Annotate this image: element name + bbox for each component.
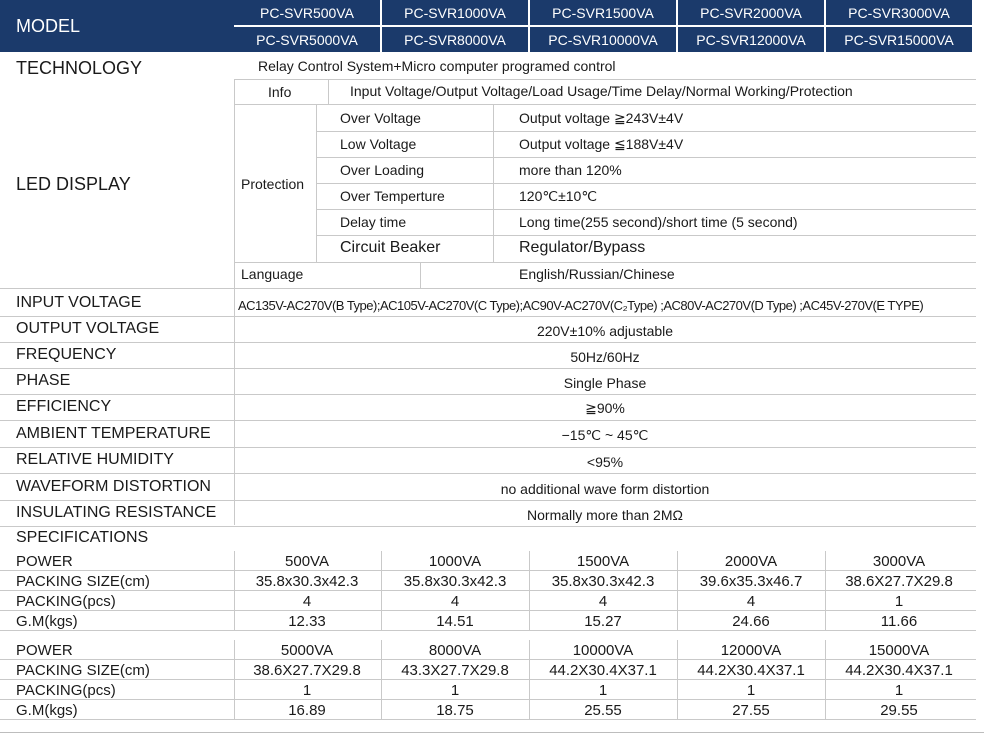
spec-row-label: POWER	[16, 552, 73, 570]
divider	[381, 551, 382, 631]
divider	[825, 551, 826, 631]
specifications-label: SPECIFICATIONS	[16, 529, 149, 546]
spec-row-label: G.M(kgs)	[16, 701, 78, 719]
spec-cell: 15.27	[584, 612, 622, 630]
spec-cell: 4	[450, 592, 460, 610]
divider	[0, 659, 976, 660]
row-value: 220V±10% adjustable	[536, 322, 674, 339]
protection-value: Output voltage ≦188V±4V	[519, 135, 684, 152]
spec-cell: 12000VA	[720, 641, 782, 659]
spec-cell: 2000VA	[724, 552, 778, 570]
spec-cell: 12.33	[288, 612, 326, 630]
spec-cell: 29.55	[880, 701, 918, 719]
spec-cell: 8000VA	[428, 641, 482, 659]
row-value: AC135V-AC270V(B Type);AC105V-AC270V(C Type);AC90V-AC270V(C₂Type) ;AC80V-AC270V(D Type) ;AC45V-270V(E TYPE)	[238, 298, 924, 313]
spec-cell: 10000VA	[572, 641, 634, 659]
divider	[328, 79, 329, 104]
model-label: MODEL	[16, 15, 81, 36]
divider	[0, 420, 976, 421]
spec-cell: 1	[746, 681, 756, 699]
divider	[0, 630, 976, 631]
language-value: English/Russian/Chinese	[519, 266, 675, 282]
spec-cell: 24.66	[732, 612, 770, 630]
divider	[677, 551, 678, 631]
divider	[0, 368, 976, 369]
protection-value: Output voltage ≧243V±4V	[519, 109, 684, 126]
divider	[825, 640, 826, 720]
row-label: AMBIENT TEMPERATURE	[16, 424, 211, 442]
divider	[234, 79, 976, 80]
spec-cell: 5000VA	[280, 641, 334, 659]
row-value: <95%	[586, 453, 624, 470]
spec-cell: 1	[894, 592, 904, 610]
model-cell: PC-SVR15000VA	[826, 27, 972, 52]
row-value: 50Hz/60Hz	[570, 348, 640, 365]
spec-cell: 38.6X27.7X29.8	[253, 661, 361, 679]
divider	[0, 316, 976, 317]
protection-value: 120℃±10℃	[519, 187, 598, 204]
row-value: −15℃ ~ 45℃	[561, 427, 649, 443]
spec-cell: 3000VA	[872, 552, 926, 570]
divider	[316, 235, 976, 236]
spec-row-label: POWER	[16, 641, 73, 659]
protection-value: Regulator/Bypass	[519, 239, 646, 256]
spec-row-label: PACKING(pcs)	[16, 681, 116, 699]
spec-cell: 44.2X30.4X37.1	[697, 661, 805, 679]
spec-cell: 1000VA	[428, 552, 482, 570]
spec-cell: 39.6x35.3x46.7	[699, 572, 803, 590]
row-value: ≧90%	[585, 400, 625, 416]
row-value: Single Phase	[563, 374, 647, 391]
model-cell: PC-SVR1500VA	[530, 0, 676, 25]
spec-cell: 25.55	[584, 701, 622, 719]
divider	[0, 342, 976, 343]
divider	[316, 183, 976, 184]
row-value: no additional wave form distortion	[500, 480, 710, 497]
spec-cell: 1	[302, 681, 312, 699]
divider	[529, 551, 530, 631]
spec-cell: 1500VA	[576, 552, 630, 570]
row-label: FREQUENCY	[16, 345, 117, 363]
spec-cell: 38.6X27.7X29.8	[845, 572, 953, 590]
spec-cell: 35.8x30.3x42.3	[403, 572, 507, 590]
protection-name: Over Voltage	[340, 110, 421, 126]
divider	[0, 590, 976, 591]
spec-cell: 4	[302, 592, 312, 610]
spec-cell: 1	[598, 681, 608, 699]
protection-name: Over Temperture	[340, 188, 445, 204]
spec-cell: 16.89	[288, 701, 326, 719]
model-cell: PC-SVR10000VA	[530, 27, 676, 52]
divider	[677, 640, 678, 720]
divider	[316, 209, 976, 210]
spec-cell: 44.2X30.4X37.1	[549, 661, 657, 679]
row-label: INSULATING RESISTANCE	[16, 503, 217, 521]
divider	[0, 719, 976, 720]
protection-name: Low Voltage	[340, 136, 417, 152]
model-cell: PC-SVR3000VA	[826, 0, 972, 25]
led-display-label: LED DISPLAY	[16, 173, 131, 194]
model-cell: PC-SVR2000VA	[678, 0, 824, 25]
protection-name: Over Loading	[340, 162, 425, 178]
divider	[0, 610, 976, 611]
spec-cell: 15000VA	[868, 641, 930, 659]
divider	[420, 262, 421, 288]
divider	[0, 473, 976, 474]
spec-cell: 4	[746, 592, 756, 610]
spec-cell: 14.51	[436, 612, 474, 630]
language-label: Language	[241, 266, 304, 282]
divider	[0, 288, 976, 289]
row-label: RELATIVE HUMIDITY	[16, 450, 174, 468]
divider	[0, 699, 976, 700]
spec-cell: 27.55	[732, 701, 770, 719]
divider	[0, 394, 976, 395]
spec-cell: 1	[450, 681, 460, 699]
protection-name: Circuit Beaker	[340, 239, 441, 256]
info-value: Input Voltage/Output Voltage/Load Usage/Time Delay/Normal Working/Protection	[350, 83, 853, 99]
divider	[234, 640, 235, 720]
divider	[0, 732, 984, 733]
spec-cell: 500VA	[285, 552, 329, 570]
divider	[0, 500, 976, 501]
protection-label: Protection	[241, 176, 305, 192]
spec-cell: 35.8x30.3x42.3	[551, 572, 655, 590]
row-label: EFFICIENCY	[16, 397, 112, 415]
spec-row-label: G.M(kgs)	[16, 612, 78, 630]
spec-row-label: PACKING(pcs)	[16, 592, 116, 610]
row-value: Normally more than 2MΩ	[527, 506, 683, 523]
spec-cell: 43.3X27.7X29.8	[401, 661, 509, 679]
model-header	[0, 0, 234, 52]
protection-value: Long time(255 second)/short time (5 second)	[519, 214, 798, 230]
row-label: OUTPUT VOLTAGE	[16, 319, 160, 337]
model-cell: PC-SVR12000VA	[678, 27, 824, 52]
row-label: INPUT VOLTAGE	[16, 293, 142, 311]
model-cell: PC-SVR1000VA	[382, 0, 528, 25]
technology-value: Relay Control System+Micro computer programed control	[258, 58, 616, 74]
divider	[0, 570, 976, 571]
divider	[529, 640, 530, 720]
technology-label: TECHNOLOGY	[16, 57, 143, 78]
divider	[234, 551, 235, 631]
spec-cell: 1	[894, 681, 904, 699]
divider	[0, 447, 976, 448]
divider	[234, 79, 235, 525]
divider	[0, 679, 976, 680]
row-label: WAVEFORM DISTORTION	[16, 477, 211, 495]
row-label: PHASE	[16, 371, 71, 389]
spec-cell: 35.8x30.3x42.3	[255, 572, 359, 590]
spec-row-label: PACKING SIZE(cm)	[16, 661, 150, 679]
spec-cell: 44.2X30.4X37.1	[845, 661, 953, 679]
spec-cell: 4	[598, 592, 608, 610]
divider	[316, 157, 976, 158]
divider	[234, 262, 976, 263]
spec-row-label: PACKING SIZE(cm)	[16, 572, 150, 590]
model-cell: PC-SVR500VA	[234, 0, 380, 25]
spec-cell: 18.75	[436, 701, 474, 719]
info-label: Info	[268, 84, 292, 100]
protection-name: Delay time	[340, 214, 407, 230]
divider	[381, 640, 382, 720]
divider	[0, 526, 976, 527]
model-cell: PC-SVR5000VA	[234, 27, 380, 52]
divider	[234, 104, 976, 105]
divider	[316, 131, 976, 132]
model-cell: PC-SVR8000VA	[382, 27, 528, 52]
protection-value: more than 120%	[519, 162, 622, 178]
spec-cell: 11.66	[880, 612, 918, 630]
